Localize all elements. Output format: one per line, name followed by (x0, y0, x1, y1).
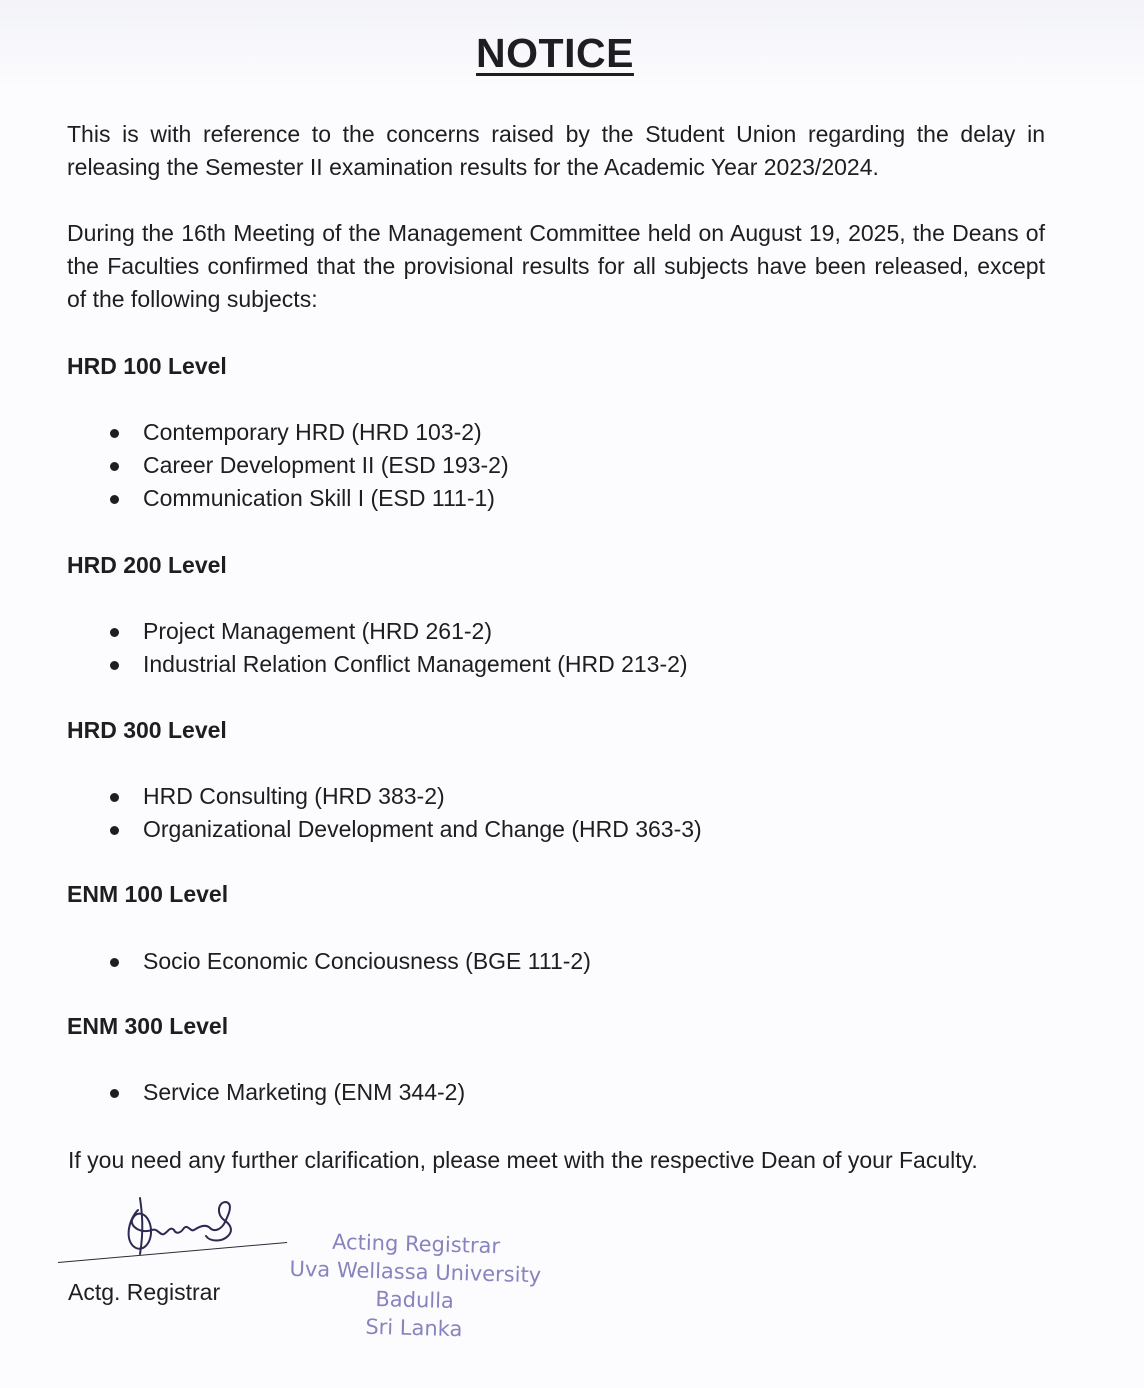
registrar-stamp (279, 1226, 552, 1345)
subject-list-enm-300 (105, 1076, 465, 1109)
section-heading-enm-300: ENM 300 Level (67, 1013, 229, 1039)
stamp-line-city: Badulla (375, 1286, 455, 1314)
subject-list-enm-100 (105, 945, 591, 978)
stamp-line-title: Acting Registrar (331, 1229, 501, 1259)
section-heading-enm-100: ENM 100 Level (67, 881, 229, 907)
list-item: Project Management (HRD 261-2) (105, 615, 688, 648)
list-item: Career Development II (ESD 193-2) (105, 449, 509, 482)
notice-title (0, 30, 1110, 77)
intro-paragraph: This is with reference to the concerns raised by the Student Union regarding the delay in releasing the Semester II examination results for the Academic Year 2023/2024. (67, 121, 1045, 180)
list-item: Socio Economic Conciousness (BGE 111-2) (105, 945, 591, 978)
section-heading-hrd-100: HRD 100 Level (67, 353, 227, 379)
section-heading-hrd-300: HRD 300 Level (67, 717, 227, 743)
stamp-line-country: Sri Lanka (365, 1314, 463, 1342)
list-item: Service Marketing (ENM 344-2) (105, 1076, 465, 1109)
closing-paragraph: If you need any further clarification, please meet with the respective Dean of your Faculty. (68, 1147, 978, 1173)
notice-title-text: NOTICE (476, 30, 634, 76)
list-item: Industrial Relation Conflict Management (HRD 213-2) (105, 648, 688, 681)
subject-list-hrd-200 (105, 615, 688, 681)
stamp-line-university: Uva Wellassa University (289, 1256, 542, 1288)
meeting-paragraph: During the 16th Meeting of the Management Committee held on August 19, 2025, the Deans of the Faculties confirmed that the provisional results for all subjects have been released, except of the following subjects: (67, 220, 1045, 312)
list-item: HRD Consulting (HRD 383-2) (105, 780, 702, 813)
list-item: Organizational Development and Change (HRD 363-3) (105, 813, 702, 846)
signer-title: Actg. Registrar (68, 1279, 221, 1305)
list-item: Contemporary HRD (HRD 103-2) (105, 416, 509, 449)
list-item: Communication Skill I (ESD 111-1) (105, 482, 509, 515)
section-heading-hrd-200: HRD 200 Level (67, 552, 227, 578)
subject-list-hrd-300 (105, 780, 702, 846)
subject-list-hrd-100 (105, 416, 509, 515)
